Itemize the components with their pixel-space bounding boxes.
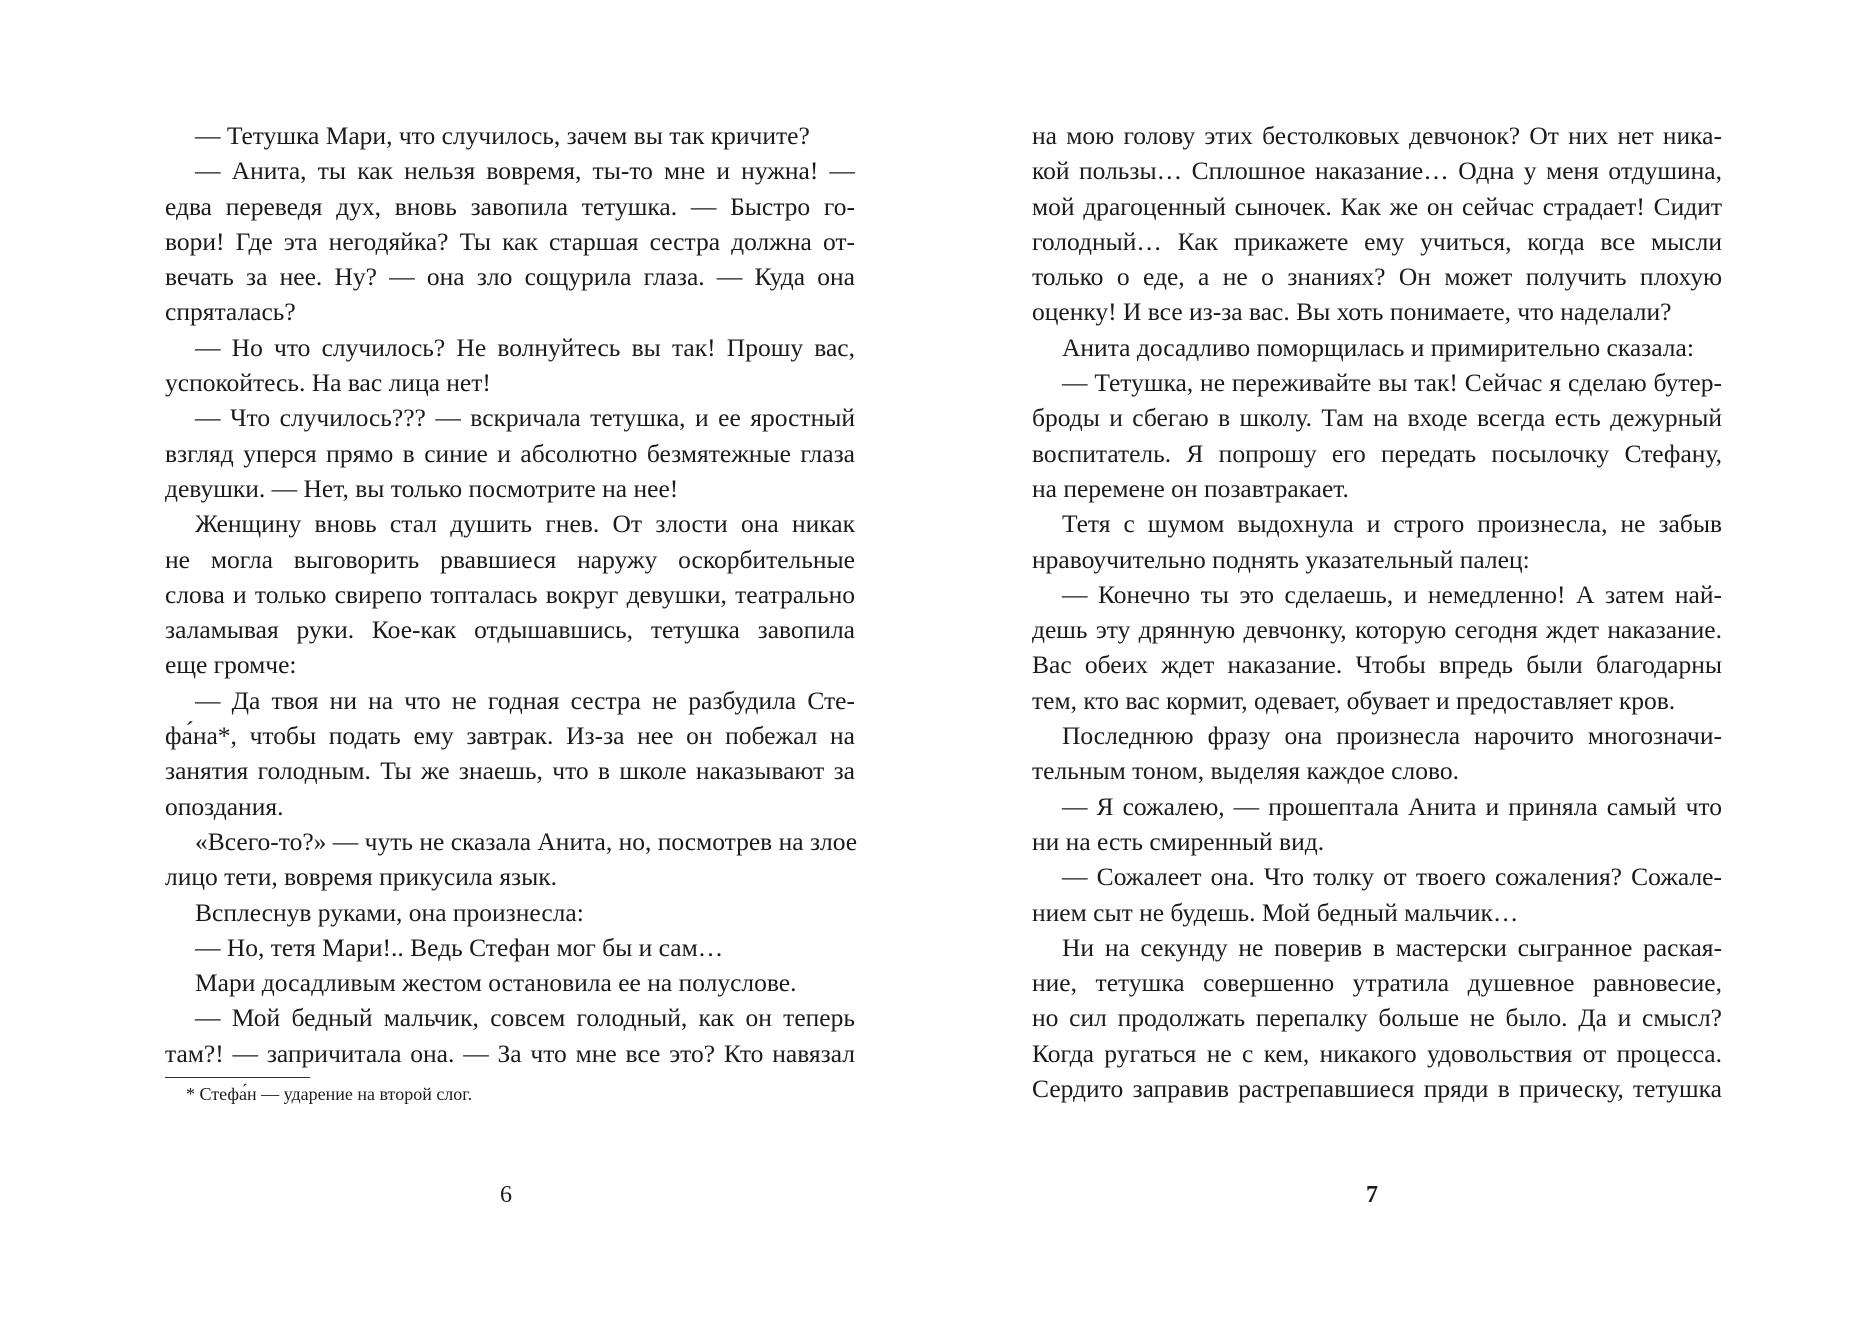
text-line: ни на есть смиренный вид. (1032, 826, 1325, 856)
text-line: Вас обеих ждет наказание. Чтобы впредь были благодарны (1032, 650, 1722, 680)
footnote-divider (165, 1077, 310, 1078)
text-line: — Сожалеет она. Что толку от твоего сожаления? Сожале- (1062, 862, 1722, 892)
text-line: — Тетушка Мари, что случилось, зачем вы так кричите? (195, 121, 810, 150)
text-line: Всплеснув руками, она произнесла: (195, 897, 584, 927)
text-line: еще громче: (165, 650, 297, 680)
text-line: голодный… Как прикажете ему учиться, когда все мысли (1032, 226, 1722, 256)
text-line: броды и сбегаю в школу. Там на входе всегда есть дежурный (1032, 403, 1722, 433)
text-line: Тетя с шумом выдохнула и строго произнесла, не забыв (1062, 509, 1722, 539)
text-line: — Что случилось??? — вскричала тетушка, и ее яростный (195, 403, 855, 433)
text-line: тем, кто вас кормит, одевает, обувает и предоставляет кров. (1032, 685, 1676, 715)
text-line: нием сыт не будешь. Мой бедный мальчик… (1032, 897, 1519, 927)
text-line: тельным тоном, выделяя каждое слово. (1032, 756, 1459, 786)
text-line: спряталась? (165, 297, 296, 327)
text-line: Когда ругаться не с кем, никакого удовольствия от процесса. (1032, 1038, 1722, 1068)
text-line: занятия голодным. Ты же знаешь, что в школе наказывают за (165, 756, 855, 786)
text-line: — Конечно ты это сделаешь, и немедленно! А затем най- (1062, 579, 1722, 609)
text-line: там?! — запричитала она. — За что мне все это? Кто навязал (165, 1038, 855, 1068)
footnote: * Стефа́н — ударение на второй слог. (186, 1084, 473, 1104)
text-line: — Анита, ты как нельзя вовремя, ты-то мне и нужна! — (195, 156, 855, 186)
page-number-left: 6 (500, 1182, 512, 1208)
text-line: Сердито заправив растрепавшиеся пряди в прическу, тетушка (1032, 1074, 1722, 1104)
text-line: — Но что случилось? Не волнуйтесь вы так! Прошу вас, (195, 332, 855, 362)
text-line: на перемене он позавтракает. (1032, 473, 1349, 503)
text-line: едва переведя дух, вновь завопила тетушка. — Быстро го- (165, 191, 855, 221)
right-page-text (1032, 118, 1722, 1106)
text-line: на мою голову этих бестолковых девчонок? От них нет ника- (1032, 121, 1722, 150)
text-line: оценку! И все из-за вас. Вы хоть понимаете, что наделали? (1032, 297, 1672, 327)
text-line: опоздания. (165, 791, 284, 821)
text-line: Женщину вновь стал душить гнев. От злости она никак (195, 509, 855, 539)
text-line: дешь эту дрянную девчонку, которую сегодня ждет наказание. (1032, 615, 1722, 645)
text-line: Мари досадливым жестом остановила ее на полуслове. (195, 968, 797, 998)
text-line: — Да твоя ни на что не годная сестра не разбудила Сте- (195, 685, 855, 715)
left-page-text (165, 118, 858, 1071)
text-line: Последнюю фразу она произнесла нарочито многозначи- (1062, 721, 1722, 751)
text-line: заламывая руки. Кое-как отдышавшись, тетушка завопила (165, 615, 855, 645)
text-line: вечать за нее. Ну? — она зло сощурила глаза. — Куда она (165, 262, 855, 292)
text-line: лицо тети, вовремя прикусила язык. (165, 862, 558, 892)
text-line: Ни на секунду не поверив в мастерски сыгранное раская- (1062, 932, 1722, 962)
text-line: воспитатель. Я попрошу его передать посылочку Стефану, (1032, 438, 1722, 468)
text-line: — Тетушка, не переживайте вы так! Сейчас я сделаю бутер- (1062, 368, 1722, 398)
text-line: — Мой бедный мальчик, совсем голодный, как он теперь (195, 1003, 855, 1033)
text-line: но сил продолжать перепалку больше не было. Да и смысл? (1032, 1003, 1722, 1033)
text-line: слова и только свирепо топталась вокруг девушки, театрально (165, 579, 855, 609)
text-line: только о еде, а не о знаниях? Он может получить плохую (1032, 262, 1722, 292)
text-line: мой драгоценный сыночек. Как же он сейчас страдает! Сидит (1032, 191, 1722, 221)
left-page (0, 0, 935, 1333)
text-line: нравоучительно поднять указательный палец: (1032, 544, 1530, 574)
right-page (935, 0, 1871, 1333)
text-line: кой пользы… Сплошное наказание… Одна у меня отдушина, (1032, 156, 1722, 186)
text-line: не могла выговорить рвавшиеся наружу оскорбительные (165, 544, 855, 574)
text-line: девушки. — Нет, вы только посмотрите на нее! (165, 473, 679, 503)
text-line: — Но, тетя Мари!.. Ведь Стефан мог бы и сам… (195, 932, 724, 962)
text-line: ние, тетушка совершенно утратила душевное равновесие, (1032, 968, 1722, 998)
text-line: фа́на*, чтобы подать ему завтрак. Из-за нее он побежал на (165, 721, 855, 751)
text-line: «Всего-то?» — чуть не сказала Анита, но, посмотрев на злое (195, 826, 858, 856)
text-line: вори! Где эта негодяйка? Ты как старшая сестра должна от- (165, 226, 855, 256)
text-line: Анита досадливо поморщилась и примирительно сказала: (1062, 332, 1694, 362)
text-line: — Я сожалею, — прошептала Анита и приняла самый что (1062, 791, 1722, 821)
text-line: успокойтесь. На вас лица нет! (165, 368, 491, 398)
page-number-right: 7 (1366, 1182, 1378, 1208)
text-line: взгляд уперся прямо в синие и абсолютно безмятежные глаза (165, 438, 855, 468)
